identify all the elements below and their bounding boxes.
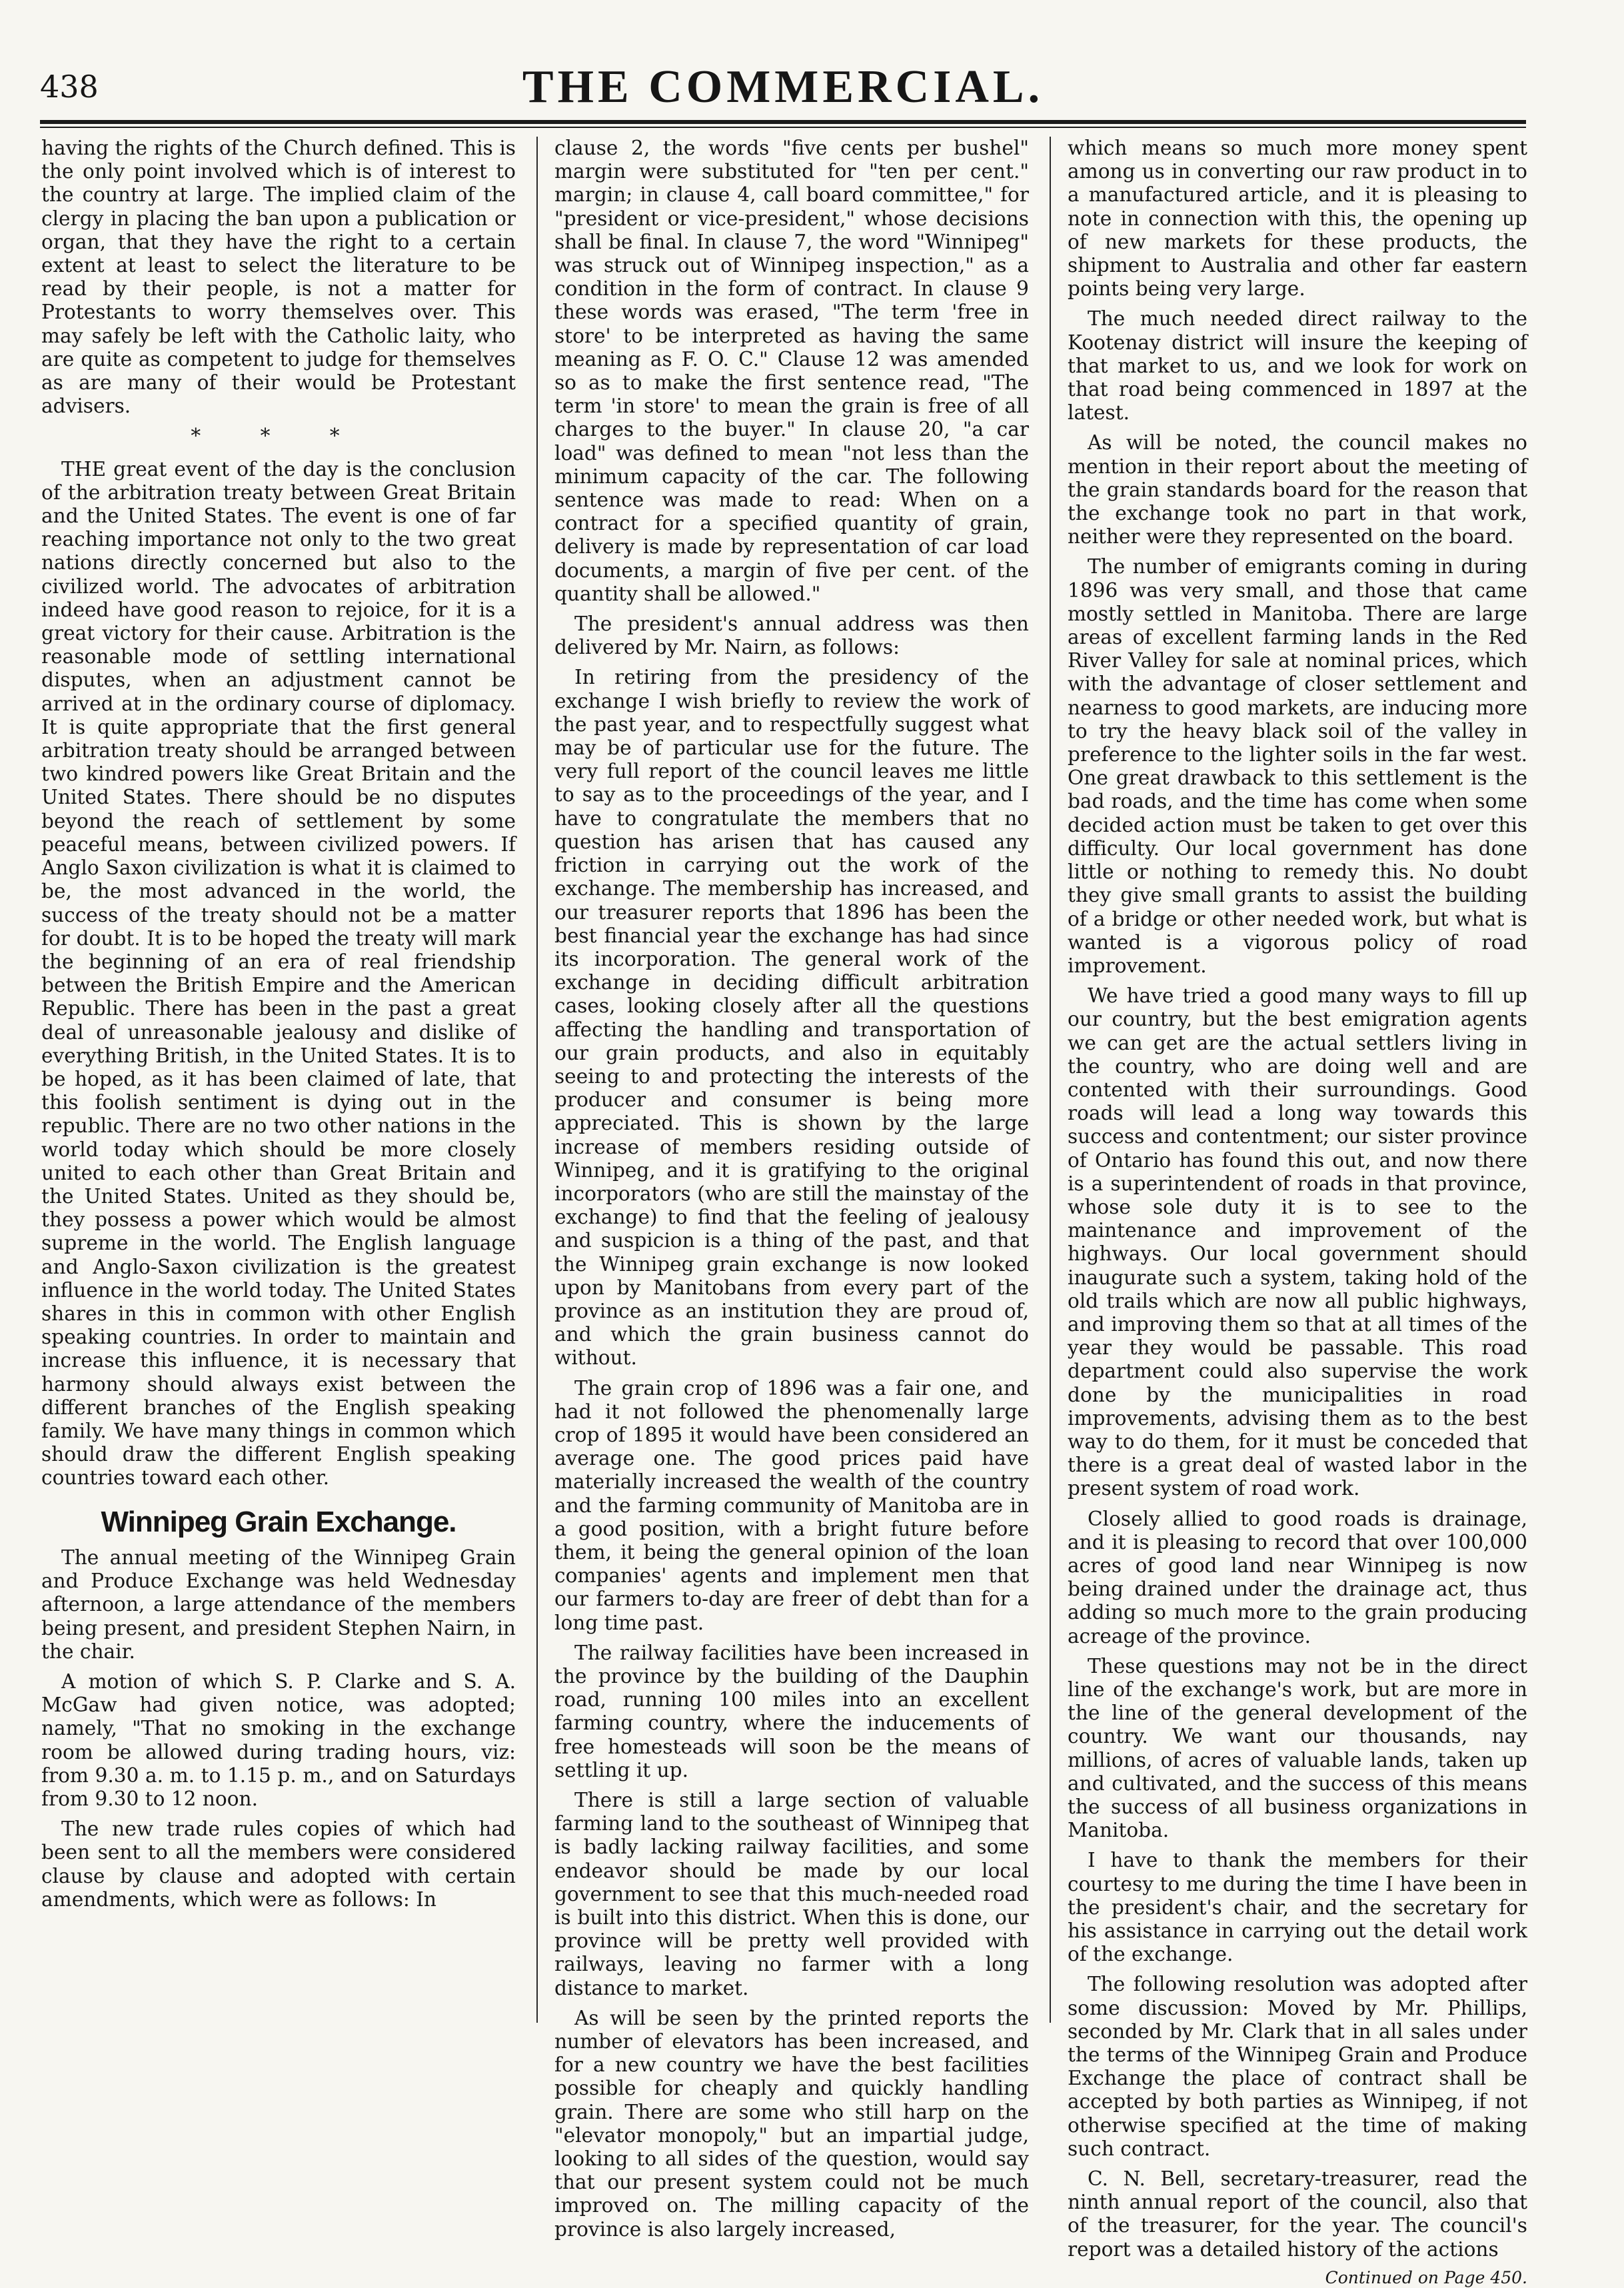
paragraph: The president's annual address was then delivered by Mr. Nairn, as follows:: [554, 612, 1029, 659]
article-columns: [41, 137, 1527, 2287]
section-separator: * * *: [191, 425, 367, 448]
paragraph: There is still a large section of valuable farming land to the southeast of Winnipeg that is badly lacking railway facilities, and some endeavor should be made by our local government to see that this much-needed road is built into this district. When this is done, our province will be pretty well provided with railways, leaving no farmer with a long distance to market.: [554, 1789, 1029, 1999]
continued-note: Continued on Page 450.: [1325, 2267, 1527, 2287]
paragraph: A motion of which S. P. Clarke and S. A. McGaw had given notice, was adopted; namely, "That no smoking in the exchange room be allowed during trading hours, viz: from 9.30 a. m. to 1.15 p. m., and on Saturdays from 9.30 to 12 noon.: [41, 1670, 516, 1810]
column-2: [554, 137, 1029, 2241]
section-heading: Winnipeg Grain Exchange.: [101, 1505, 456, 1538]
paragraph: The annual meeting of the Winnipeg Grain and Produce Exchange was held Wednesday afternoon, a large attendance of the members being present, and president Stephen Nairn, in the chair.: [41, 1546, 516, 1663]
paragraph: The much needed direct railway to the Kootenay district will insure the keeping of that market to us, and we look for work on that road being commenced in 1897 at the latest.: [1068, 307, 1527, 425]
column-3: [1068, 137, 1527, 2287]
paragraph: In retiring from the presidency of the exchange I wish briefly to review the work of the past year, and to respectfully suggest what may be of particular use for the future. The very full report of the council leaves me little to say as to the proceedings of the year, and I have to congratulate the members that no question has arisen that has caused any friction in carrying out the work of the exchange. The membership has increased, and our treasurer reports that 1896 has been the best financial year the exchange has had since its incorporation. The general work of the exchange in deciding difficult arbitration cases, looking closely after all the questions affecting the handling and transportation of our grain products, and also in equitably seeing to and protecting the interests of the producer and consumer is being more appreciated. This is shown by the large increase of members residing outside of Winnipeg, and it is gratifying to the original incorporators (who are still the mainstay of the exchange) to find that the feeling of jealousy and suspicion is a thing of the past, and that the Winnipeg grain exchange is now looked upon by Manitobans from every part of the province as an institution they are proud of, and which the grain business cannot do without.: [554, 666, 1029, 1370]
paragraph: clause 2, the words "five cents per bushel" margin were substituted for "ten per cent." margin; in clause 4, call board committee," for "president or vice-president," whose decisions shall be final. In clause 7, the word "Winnipeg" was struck out of Winnipeg inspection," as a condition in the form of contract. In clause 9 these words was erased, "The term 'free in store' to be interpreted as having the same meaning as F. O. C." Clause 12 was amended so as to make the first sentence read, "The term 'in store' to mean the grain is free of all charges to the buyer." In clause 20, "a car load" was defined to mean "not less than the minimum capacity of the car. The following sentence was made to read: When on a contract for a specified quantity of grain, delivery is made by representation of car load documents, a margin of five per cent. of the quantity shall be allowed.": [554, 137, 1029, 605]
header-rule-thin: [40, 127, 1526, 128]
paragraph: having the rights of the Church defined. This is the only point involved which is of interest to the country at large. The implied claim of the clergy in placing the ban upon a publication or organ, that they have the right to a certain extent at least to select the literature to be read by their people, is not a matter for Protestants to worry themselves over. This may safely be left with the Catholic laity, who are quite as competent to judge for themselves as are many of their would be Protestant advisers.: [41, 137, 516, 418]
paragraph: I have to thank the members for their courtesy to me during the time I have been in the president's chair, and the secretary for his assistance in carrying out the detail work of the exchange.: [1068, 1849, 1527, 1966]
page-number: 438: [40, 69, 99, 105]
paragraph: The number of emigrants coming in during 1896 was very small, and those that came mostly settled in Manitoba. There are large areas of excellent farming lands in the Red River Valley for sale at nominal prices, which with the advantage of closer settlement and nearness to good markets, are inducing more to try the heavy black soil of the valley in preference to the lighter soils in the far west. One great drawback to this settlement is the bad roads, and the time has come when some decided action must be taken to get over this difficulty. Our local government has done little or nothing to remedy this. No doubt they give small grants to assist the building of a bridge or other needed work, but what is wanted is a vigorous policy of road improvement.: [1068, 555, 1527, 977]
masthead: THE COMMERCIAL.: [522, 61, 1044, 113]
paragraph: As will be noted, the council makes no mention in their report about the meeting of the grain standards board for the reason that the exchange took no part in that work, neither were they represented on the board.: [1068, 431, 1527, 549]
paragraph: The railway facilities have been increased in the province by the building of the Dauphin road, running 100 miles into an excellent farming country, where the inducements of free homesteads will soon be the means of settling it up.: [554, 1641, 1029, 1781]
column-1: [41, 137, 516, 2023]
paragraph: As will be seen by the printed reports the number of elevators has been increased, and for a new country we have the best facilities possible for cheaply and quickly handling grain. There are some who still harp on the "elevator monopoly," but an impartial judge, looking to all sides of the question, would say that our present system could not be much improved on. The milling capacity of the province is also largely increased,: [554, 2006, 1029, 2241]
paragraph: which means so much more money spent among us in converting our raw product in to a manufactured article, and it is pleasing to note in connection with this, the opening up of new markets for these products, the shipment to Australia and other far eastern points being very large.: [1068, 137, 1527, 301]
paragraph: We have tried a good many ways to fill up our country, but the best emigration agents we can get are the actual settlers living in the country, who are doing well and are contented with their surroundings. Good roads will lead a long way towards this success and contentment; our sister province of Ontario has found this out, and now there is a superintendent of roads in that province, whose sole duty it is to see to the maintenance and improvement of the highways. Our local government should inaugurate such a system, taking hold of the old trails which are now all public highways, and improving them so that at all times of the year they would be passable. This road department could also supervise the work done by the municipalities in road improvements, advising them as to the best way to do them, for it must be conceded that there is a great deal of wasted labor in the present system of road work.: [1068, 984, 1527, 1500]
page-header: [40, 63, 1526, 118]
paragraph: The grain crop of 1896 was a fair one, and had it not followed the phenomenally large crop of 1895 it would have been considered an average one. The good prices paid have materially increased the wealth of the country and the farming community of Manitoba are in a good position, with a bright future before them, it being the general opinion of the loan companies' agents and implement men that our farmers to-day are freer of debt than for a long time past.: [554, 1376, 1029, 1634]
paragraph: Closely allied to good roads is drainage, and it is pleasing to record that over 100,000 acres of good land near Winnipeg is now being drained under the drainage act, thus adding so much more to the grain producing acreage of the province.: [1068, 1507, 1527, 1648]
paragraph: THE great event of the day is the conclusion of the arbitration treaty between Great Britain and the United States. The event is one of far reaching importance not only to the two great nations directly concerned but also to the civilized world. The advocates of arbitration indeed have good reason to rejoice, for it is a great victory for their cause. Arbitration is the reasonable mode of settling international disputes, when an adjustment cannot be arrived at in the ordinary course of diplomacy. It is quite appropriate that the first general arbitration treaty should be arranged between two kindred powers like Great Britain and the United States. There should be no disputes beyond the reach of settlement by some peaceful means, between civilized powers. If Anglo Saxon civilization is what it is claimed to be, the most advanced in the world, the success of the treaty should not be a matter for doubt. It is to be hoped the treaty will mark the beginning of an era of real friendship between the British Empire and the American Republic. There has been in the past a great deal of unreasonable jealousy and dislike of everything British, in the United States. It is to be hoped, as it has been claimed of late, that this foolish sentiment is dying out in the republic. There are no two other nations in the world today which should be more closely united to each other than Great Britain and the United States. United as they should be, they possess a power which would be almost supreme in the world. The English language and Anglo-Saxon civilization is the greatest influence in the world today. The United States shares in this in common with other English speaking countries. In order to maintain and increase this influence, it is necessary that harmony should always exist between the different branches of the English speaking family. We have many things in common which should draw the different English speaking countries toward each other.: [41, 457, 516, 1490]
paragraph: The following resolution was adopted after some discussion: Moved by Mr. Phillips, seconded by Mr. Clark that in all sales under the terms of the Winnipeg Grain and Produce Exchange the place of contract shall be accepted by both parties as Winnipeg, if not otherwise specified at the time of making such contract.: [1068, 1973, 1527, 2160]
header-rule: [40, 120, 1526, 124]
paragraph: The new trade rules copies of which had been sent to all the members were considered clause by clause and adopted with certain amendments, which were as follows: In: [41, 1817, 516, 1911]
paragraph: C. N. Bell, secretary-treasurer, read the ninth annual report of the council, also that of the treasurer, for the year. The council's report was a detailed history of the actions: [1068, 2167, 1527, 2261]
paragraph: These questions may not be in the direct line of the exchange's work, but are more in the line of the general development of the country. We want our thousands, nay millions, of acres of valuable lands, taken up and cultivated, and the success of this means the success of all business organizations in Manitoba.: [1068, 1654, 1527, 1842]
